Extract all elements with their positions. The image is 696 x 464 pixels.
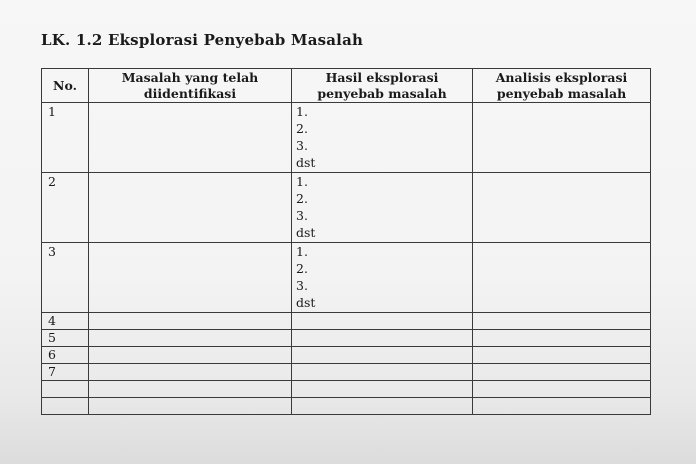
masalah-cell[interactable]	[89, 243, 292, 313]
row-number: 4	[42, 313, 89, 330]
header-hasil: Hasil eksplorasi penyebab masalah	[292, 69, 473, 103]
table-row	[42, 347, 651, 364]
hasil-cell[interactable]	[292, 364, 473, 381]
step-item: 2.	[296, 261, 308, 276]
table-row	[42, 243, 651, 313]
hasil-cell[interactable]	[292, 330, 473, 347]
row-number: 6	[42, 347, 89, 364]
analisis-cell[interactable]	[473, 103, 651, 173]
row-number: 3	[42, 243, 89, 313]
row-number	[42, 381, 89, 398]
row-number: 7	[42, 364, 89, 381]
header-analisis: Analisis eksplorasi penyebab masalah	[473, 69, 651, 103]
header-no: No.	[42, 69, 89, 103]
row-number: 2	[42, 173, 89, 243]
step-item: 3.	[296, 208, 308, 223]
table-row	[42, 381, 651, 398]
analisis-cell[interactable]	[473, 330, 651, 347]
hasil-cell[interactable]	[292, 173, 473, 243]
analisis-cell[interactable]	[473, 243, 651, 313]
masalah-cell[interactable]	[89, 313, 292, 330]
step-item: 1.	[296, 174, 308, 189]
step-item: 3.	[296, 278, 308, 293]
row-number	[42, 398, 89, 415]
row-number: 5	[42, 330, 89, 347]
masalah-cell[interactable]	[89, 347, 292, 364]
hasil-cell[interactable]	[292, 381, 473, 398]
hasil-cell[interactable]	[292, 347, 473, 364]
step-item: dst	[296, 225, 316, 240]
header-masalah: Masalah yang telah diidentifikasi	[89, 69, 292, 103]
masalah-cell[interactable]	[89, 173, 292, 243]
hasil-cell[interactable]	[292, 243, 473, 313]
analisis-cell[interactable]	[473, 313, 651, 330]
table-row	[42, 364, 651, 381]
table-row	[42, 313, 651, 330]
step-item: 2.	[296, 121, 308, 136]
step-item: 1.	[296, 244, 308, 259]
analisis-cell[interactable]	[473, 364, 651, 381]
masalah-cell[interactable]	[89, 330, 292, 347]
step-item: dst	[296, 295, 316, 310]
table-row	[42, 330, 651, 347]
masalah-cell[interactable]	[89, 398, 292, 415]
table-row	[42, 398, 651, 415]
worksheet-title: LK. 1.2 Eksplorasi Penyebab Masalah	[41, 31, 364, 49]
step-item: 1.	[296, 104, 308, 119]
hasil-cell[interactable]	[292, 313, 473, 330]
analisis-cell[interactable]	[473, 381, 651, 398]
masalah-cell[interactable]	[89, 364, 292, 381]
table-row	[42, 103, 651, 173]
analisis-cell[interactable]	[473, 173, 651, 243]
table-row	[42, 173, 651, 243]
exploration-table	[41, 68, 651, 415]
hasil-cell[interactable]	[292, 103, 473, 173]
step-item: 3.	[296, 138, 308, 153]
analisis-cell[interactable]	[473, 398, 651, 415]
masalah-cell[interactable]	[89, 103, 292, 173]
masalah-cell[interactable]	[89, 381, 292, 398]
row-number: 1	[42, 103, 89, 173]
step-item: dst	[296, 155, 316, 170]
analisis-cell[interactable]	[473, 347, 651, 364]
table-header-row	[42, 69, 651, 103]
hasil-cell[interactable]	[292, 398, 473, 415]
step-item: 2.	[296, 191, 308, 206]
